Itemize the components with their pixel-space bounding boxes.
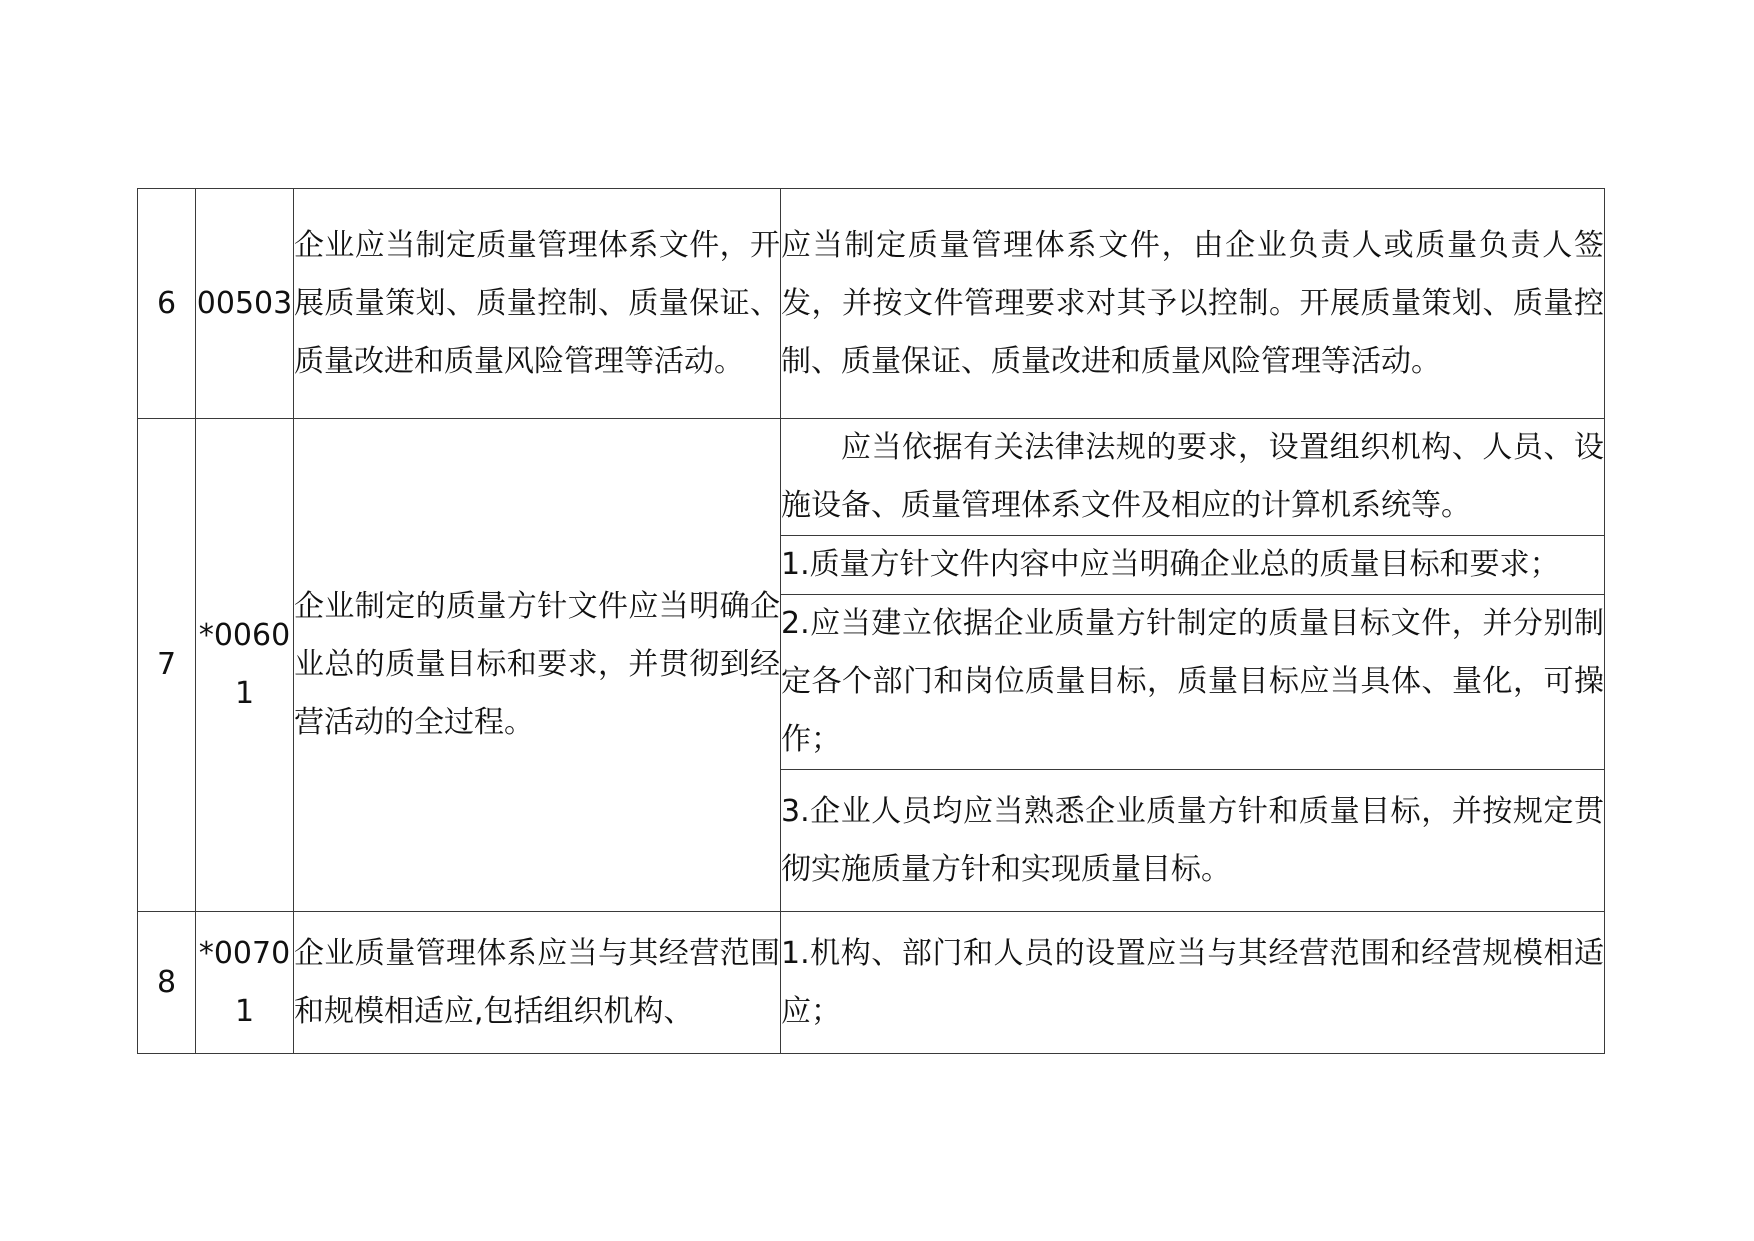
item-clause: 企业制定的质量方针文件应当明确企业总的质量目标和要求，并贯彻到经营活动的全过程。 [294,419,781,912]
item-requirement: 1.机构、部门和人员的设置应当与其经营范围和经营规模相适应； [781,912,1605,1054]
item-requirement: 2.应当建立依据企业质量方针制定的质量目标文件，并分别制定各个部门和岗位质量目标，质量目标应当具体、量化，可操作； [781,595,1605,770]
item-number: 6 [138,189,196,419]
item-clause: 企业应当制定质量管理体系文件，开展质量策划、质量控制、质量保证、质量改进和质量风险管理等活动。 [294,189,781,419]
inspection-items-table [137,188,1605,1054]
item-requirement: 1.质量方针文件内容中应当明确企业总的质量目标和要求； [781,536,1605,595]
item-requirement: 3.企业人员均应当熟悉企业质量方针和质量目标，并按规定贯彻实施质量方针和实现质量目标。 [781,770,1605,912]
item-clause: 企业质量管理体系应当与其经营范围和规模相适应,包括组织机构、 [294,912,781,1054]
item-number: 7 [138,419,196,912]
table-row [138,189,1605,419]
item-requirement: 应当依据有关法律法规的要求，设置组织机构、人员、设施设备、质量管理体系文件及相应的计算机系统等。 [781,419,1605,536]
item-requirement: 应当制定质量管理体系文件，由企业负责人或质量负责人签发，并按文件管理要求对其予以控制。开展质量策划、质量控制、质量保证、质量改进和质量风险管理等活动。 [781,189,1605,419]
item-number: 8 [138,912,196,1054]
item-code: 00503 [196,189,294,419]
item-code: *00601 [196,419,294,912]
item-code: *00701 [196,912,294,1054]
table-row [138,912,1605,1054]
table-row [138,419,1605,536]
